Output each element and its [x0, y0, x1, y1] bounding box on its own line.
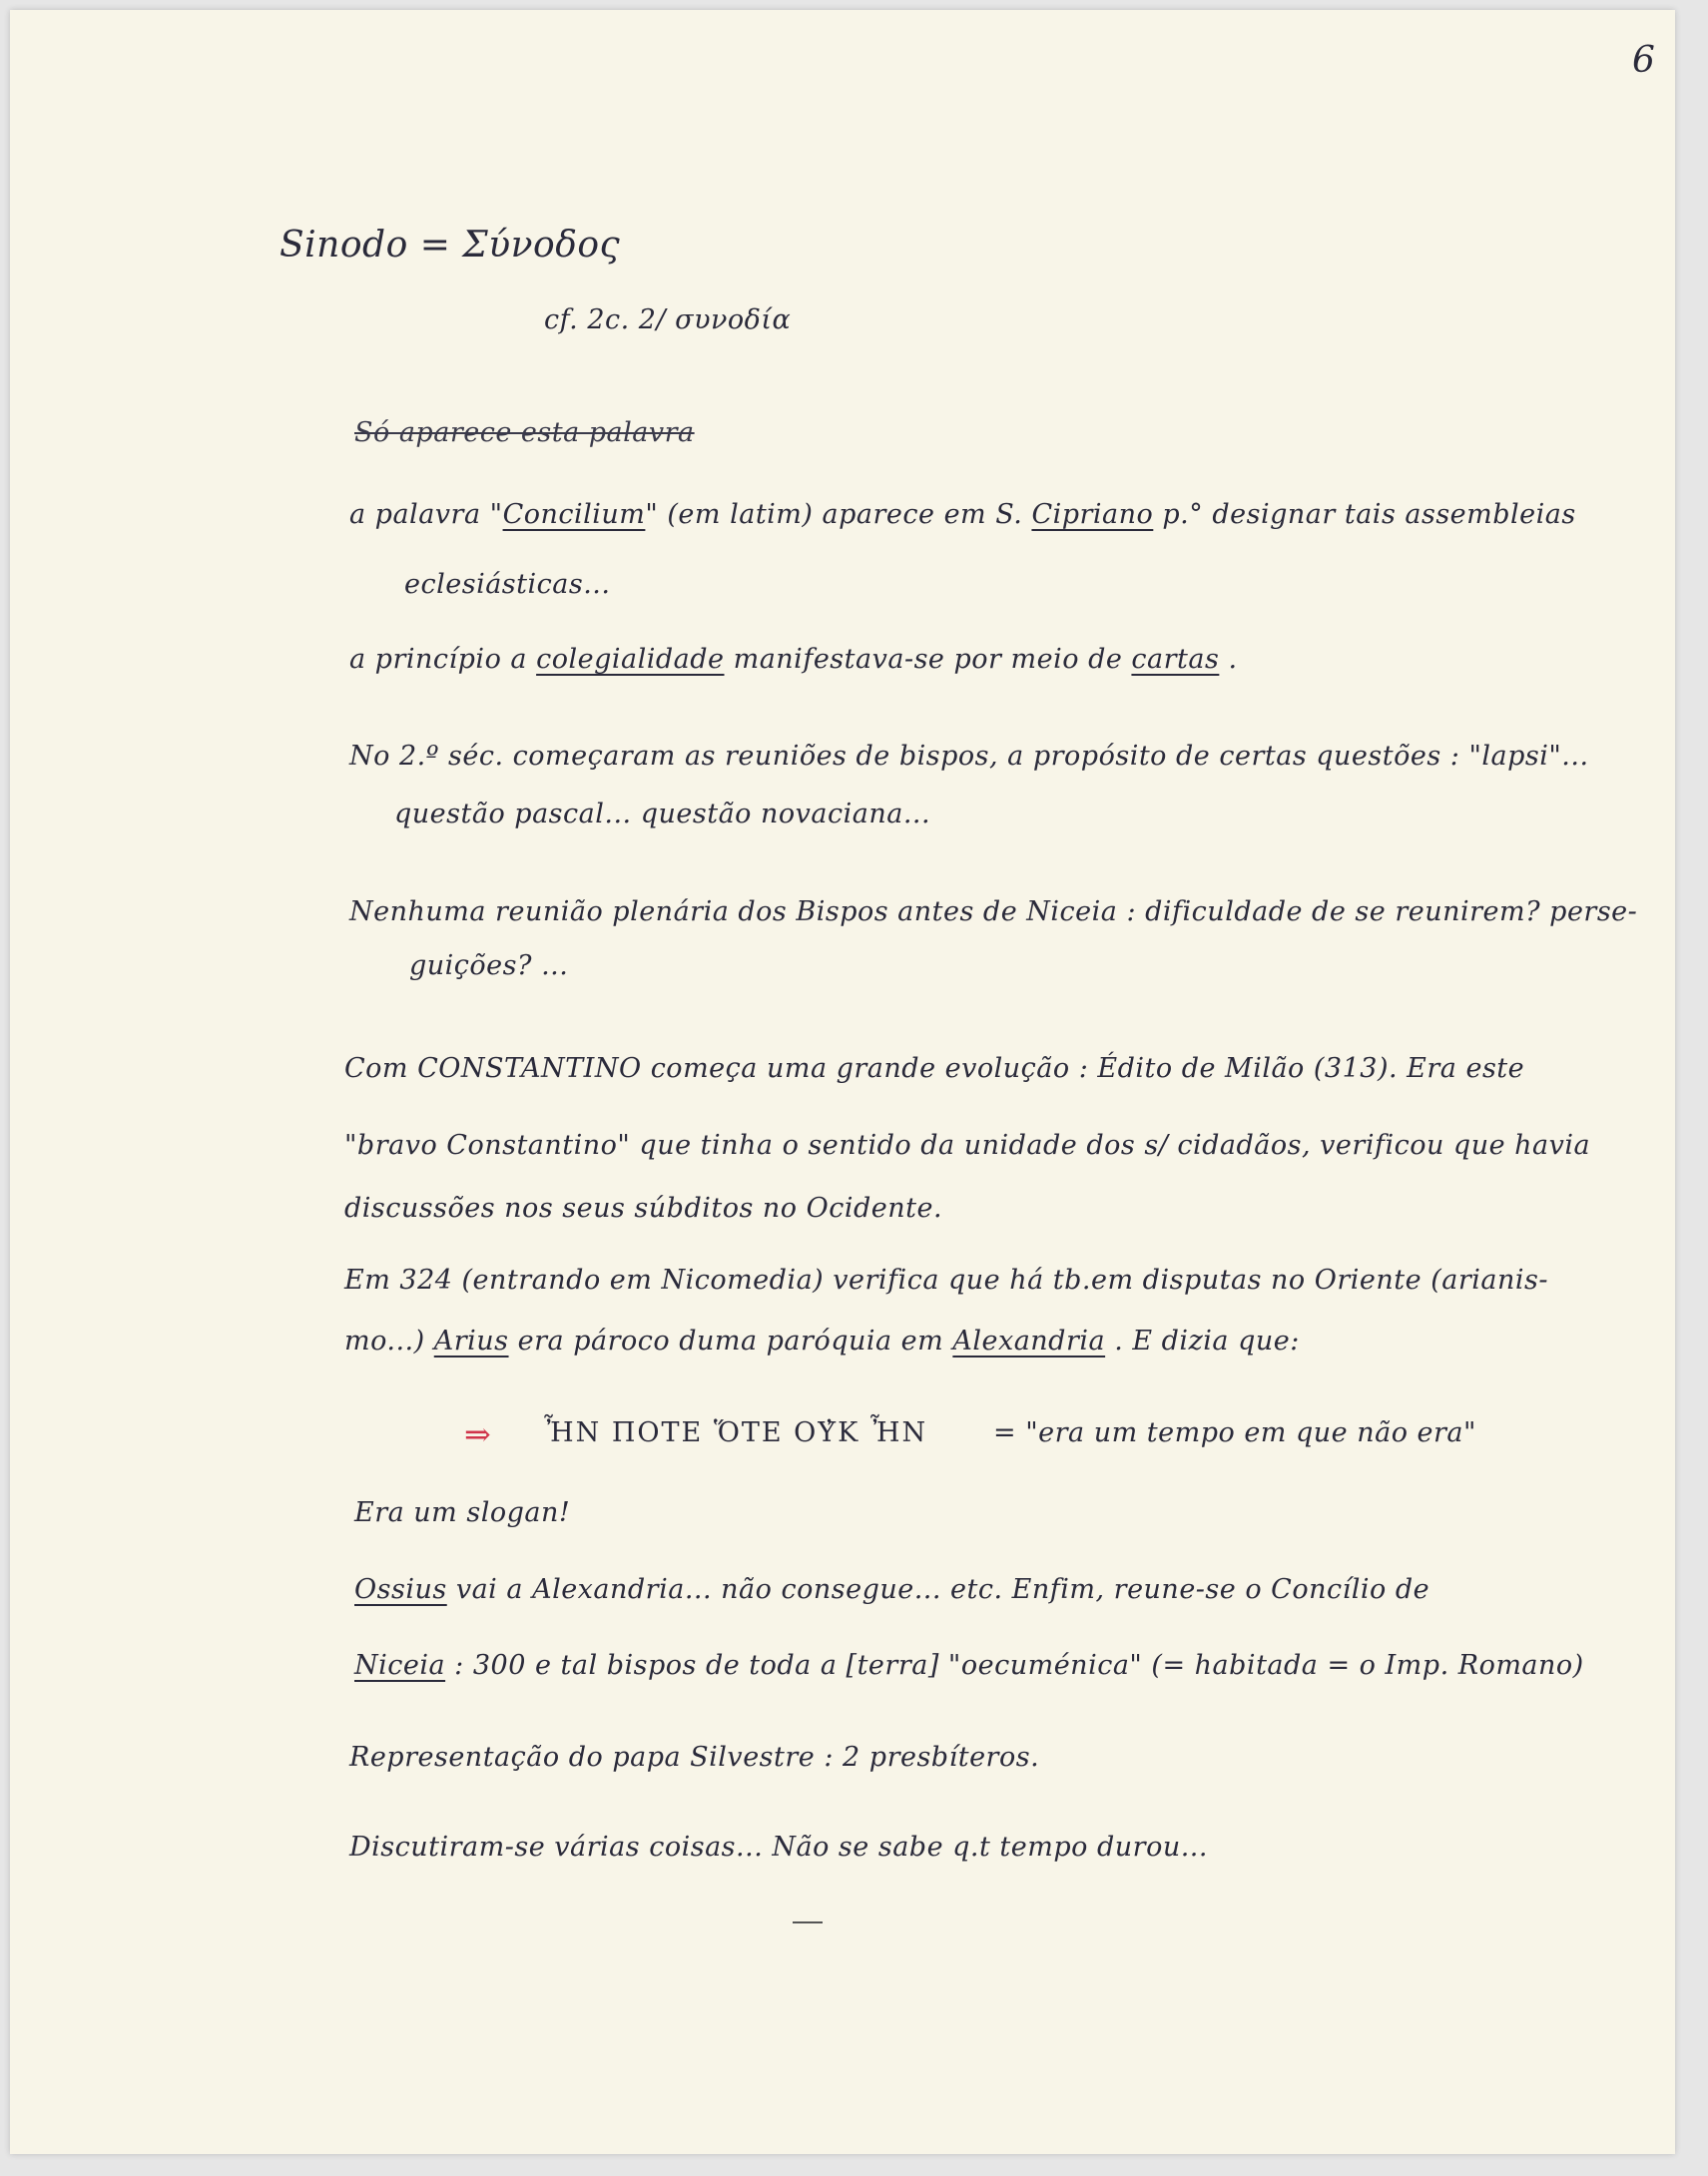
- greek-quote: ἮΝ ΠΟΤΕ ὍΤΕ ΟΥ̓Κ ἮΝ: [544, 1417, 928, 1448]
- line-10: discussões nos seus súbditos no Ocidente.: [344, 1193, 943, 1224]
- line-3-part-c: manifestava-se por meio de: [724, 644, 1132, 675]
- underlined-niceia: Niceia: [354, 1650, 446, 1681]
- line-16: [354, 1650, 1584, 1681]
- line-1: [349, 499, 1576, 530]
- line-3: [349, 644, 1238, 675]
- underlined-cipriano: Cipriano: [1031, 499, 1154, 530]
- line-18: Discutiram-se várias coisas... Não se sabe q.t tempo durou...: [349, 1832, 1208, 1863]
- greek-translation: = "era um tempo em que não era": [993, 1417, 1476, 1448]
- line-7: guições? ...: [409, 950, 569, 981]
- line-1-part-e: p.° designar tais assembleias: [1153, 499, 1576, 530]
- struck-line: Só aparece esta palavra: [354, 417, 695, 448]
- line-2: eclesiásticas...: [404, 569, 611, 600]
- underlined-alexandria: Alexandria: [952, 1326, 1106, 1357]
- line-15: [354, 1574, 1429, 1605]
- line-11: Em 324 (entrando em Nicomedia) verifica que há tb.em disputas no Oriente (arianis-: [344, 1265, 1548, 1296]
- bottom-dash: [793, 1921, 823, 1923]
- heading-title: Sinodo = Σύνοδος: [280, 225, 621, 266]
- line-1-part-c: " (em latim) aparece em S.: [645, 499, 1032, 530]
- line-12-part-e: . E dizia que:: [1105, 1326, 1300, 1357]
- line-12-part-c: era pároco duma paróquia em: [508, 1326, 953, 1357]
- underlined-ossius: Ossius: [354, 1574, 447, 1605]
- line-4: No 2.º séc. começaram as reuniões de bispos, a propósito de certas questões : "lapsi"...: [349, 741, 1589, 772]
- line-9: "bravo Constantino" que tinha o sentido da unidade dos s/ cidadãos, verificou que havia: [344, 1130, 1591, 1161]
- page-number: 6: [1632, 40, 1656, 81]
- line-12-part-a: mo...): [344, 1326, 434, 1357]
- line-8: Com CONSTANTINO começa uma grande evolução : Édito de Milão (313). Era este: [344, 1053, 1525, 1084]
- manuscript-page: [10, 10, 1675, 2154]
- underlined-cartas: cartas: [1131, 644, 1220, 675]
- line-3-part-e: .: [1219, 644, 1238, 675]
- line-1-part-a: a palavra ": [349, 499, 503, 530]
- red-arrow-icon: ⇒: [464, 1415, 492, 1453]
- line-14: Era um slogan!: [354, 1497, 571, 1528]
- underlined-colegialidade: colegialidade: [536, 644, 725, 675]
- line-3-part-a: a princípio a: [349, 644, 537, 675]
- heading-subtitle: cf. 2c. 2/ συνοδία: [544, 304, 792, 335]
- underlined-arius: Arius: [433, 1326, 509, 1357]
- underlined-concilium: Concilium: [502, 499, 646, 530]
- line-6: Nenhuma reunião plenária dos Bispos antes de Niceia : dificuldade de se reunirem? perse-: [349, 896, 1638, 927]
- line-12: [344, 1326, 1300, 1357]
- line-15-part-b: vai a Alexandria... não consegue... etc. Enfim, reune-se o Concílio de: [446, 1574, 1430, 1605]
- line-5: questão pascal... questão novaciana...: [394, 799, 931, 829]
- line-17: Representação do papa Silvestre : 2 presbíteros.: [349, 1742, 1040, 1773]
- line-16-part-b: : 300 e tal bispos de toda a [terra] "oecuménica" (= habitada = o Imp. Romano): [445, 1650, 1584, 1681]
